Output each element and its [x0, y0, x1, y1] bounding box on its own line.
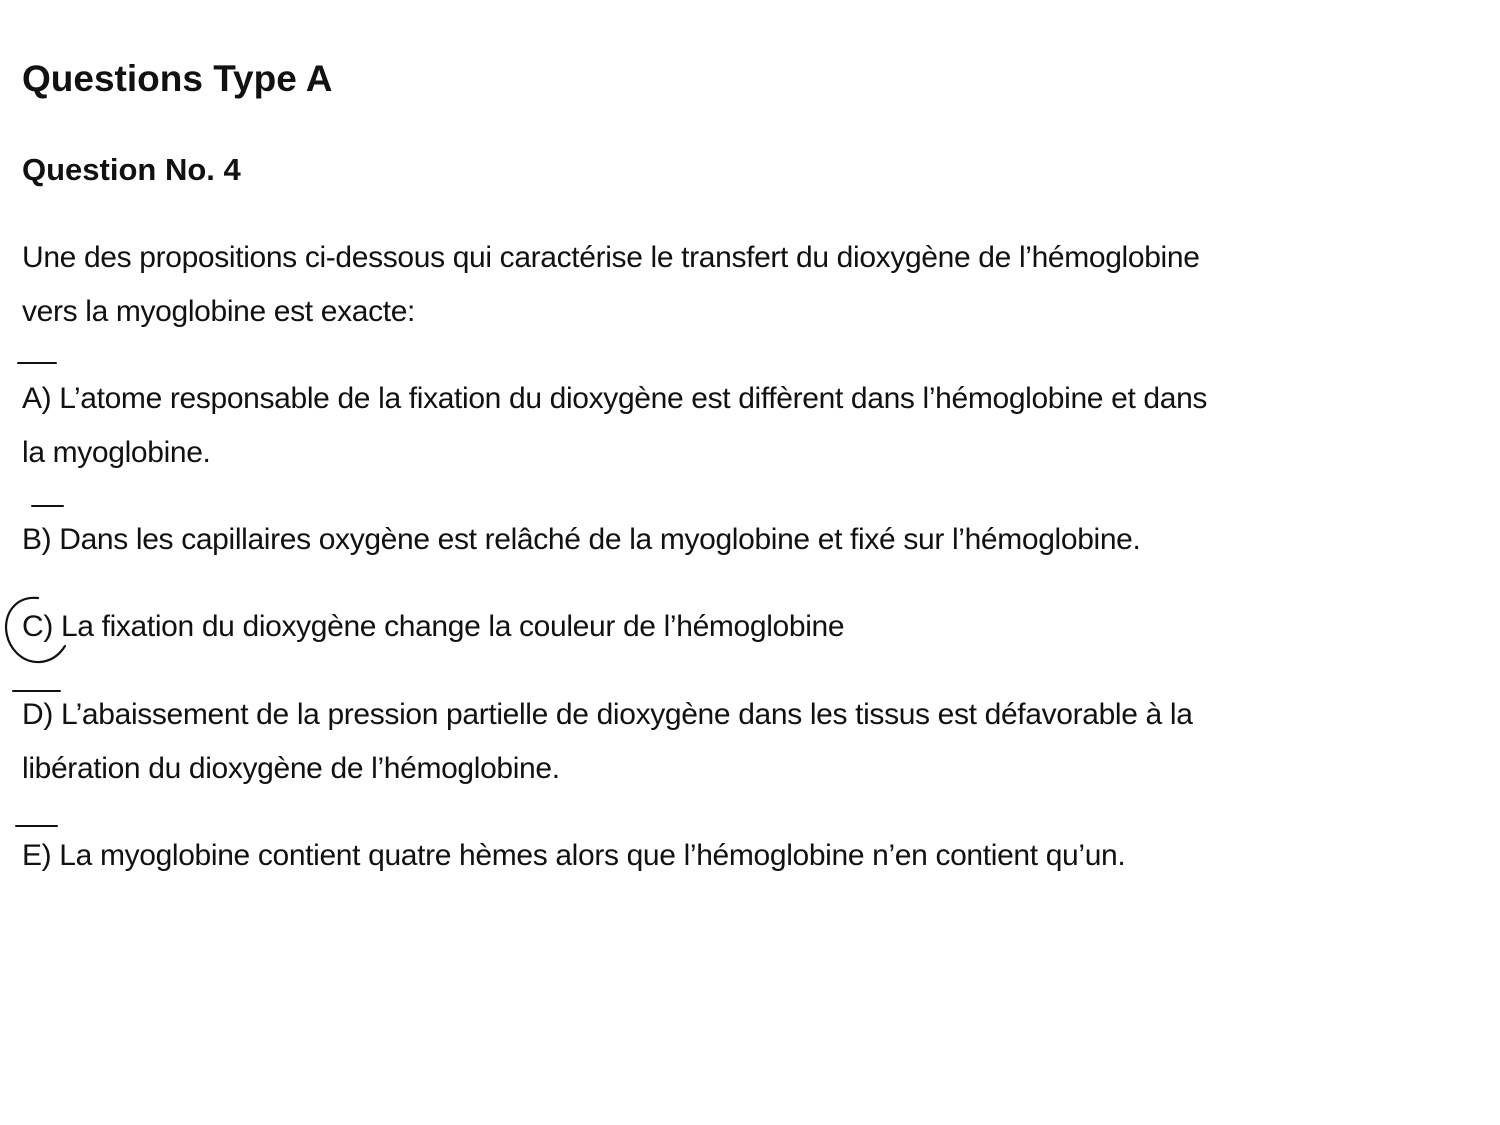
option-c: C) La fixation du dioxygène change la couleur de l’hémoglobine: [22, 610, 845, 643]
option-b: B) Dans les capillaires oxygène est relâché de la myoglobine et fixé sur l’hémoglobine.: [22, 523, 1141, 556]
option-a-line-1: A) L’atome responsable de la fixation du dioxygène est diffèrent dans l’hémoglobine et dans: [22, 382, 1208, 415]
question-stem-line-2: vers la myoglobine est exacte:: [22, 295, 416, 328]
option-d-line-1: D) L’abaissement de la pression partielle de dioxygène dans les tissus est défavorable à la: [22, 698, 1193, 731]
handwritten-dash-mark: [12, 690, 61, 692]
handwritten-dash-mark: [15, 825, 58, 827]
section-title: Questions Type A: [22, 58, 333, 99]
question-stem-line-1: Une des propositions ci-dessous qui caractérise le transfert du dioxygène de l’hémoglobine: [22, 241, 1200, 274]
handwritten-circle-mark: [0, 0, 100, 700]
question-number: Question No. 4: [22, 152, 241, 187]
option-d-line-2: libération du dioxygène de l’hémoglobine.: [22, 752, 560, 785]
option-a-line-2: la myoglobine.: [22, 436, 211, 469]
option-e: E) La myoglobine contient quatre hèmes alors que l’hémoglobine n’en contient qu’un.: [22, 839, 1126, 872]
